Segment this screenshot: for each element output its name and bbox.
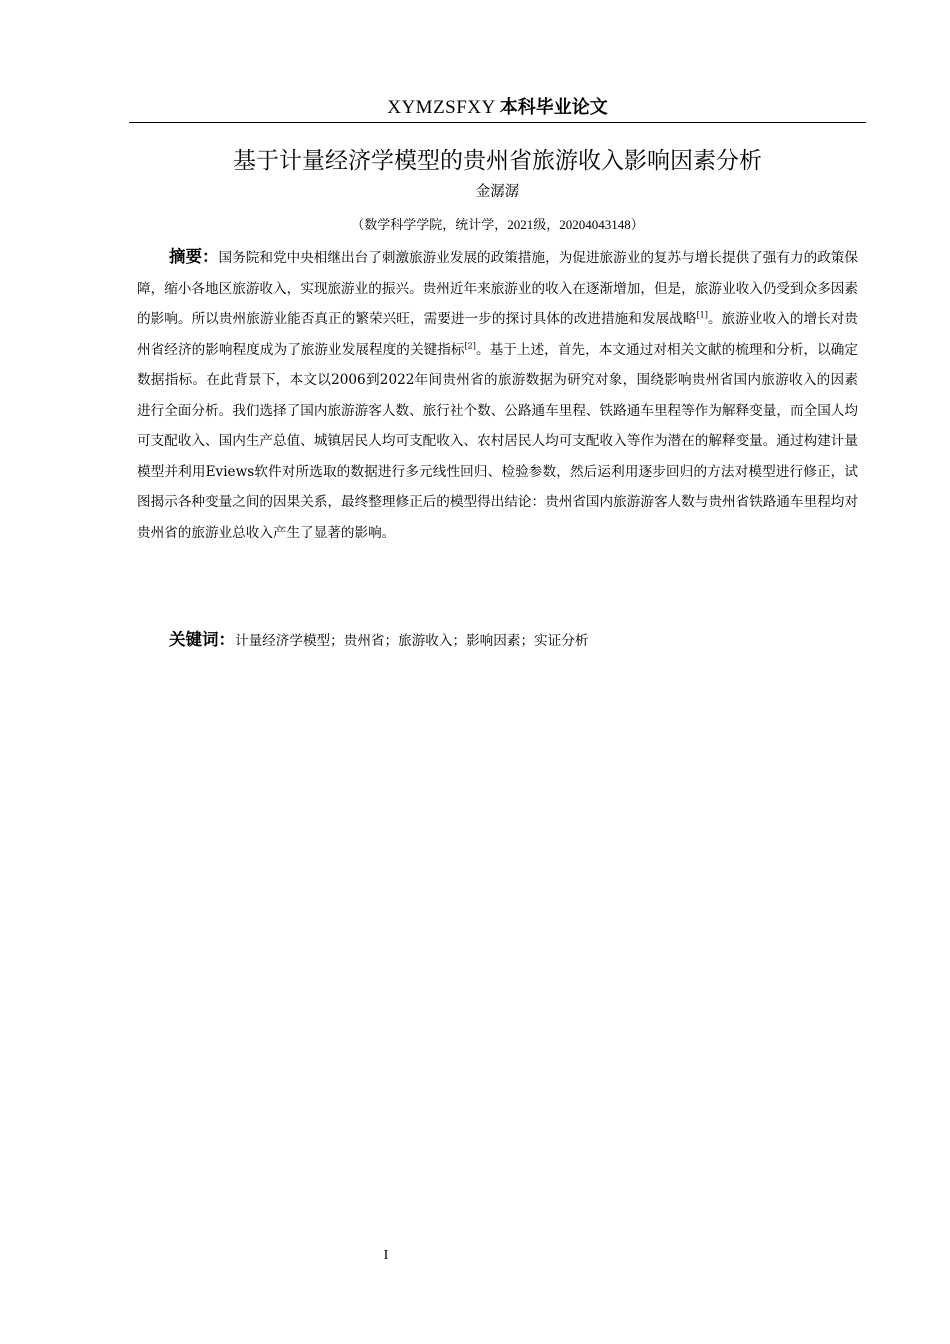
abstract-text-part1: 国务院和党中央相继出台了刺激旅游业发展的政策措施，为促进旅游业的复苏与增长提供了强有力的政策保障，缩小各地区旅游收入，实现旅游业的振兴。贵州近年来旅游业的收入在逐渐增加，但是，旅游业收入仍受到众多因素的影响。所以贵州旅游业能否真正的繁荣兴旺，需要进一步的探讨具体的改进措施和发展战略 [137,250,859,327]
citation-ref-1[interactable]: [1] [696,310,708,320]
abstract-text-part2: 。旅游业收入的增长对贵州省经济的影响程度成为了旅游业发展程度的关键指标 [137,311,859,358]
paper-title: 基于计量经济学模型的贵州省旅游收入影响因素分析 [233,148,762,174]
abstract-label: 摘要： [169,247,219,266]
author-affiliation: （数学科学学院，统计学，2021级，20204043148） [351,217,644,232]
keywords-line [169,625,859,656]
header-code: XYMZSFXY [387,97,496,118]
author-name: 金潺潺 [475,184,520,200]
abstract-text-part3: 。基于上述，首先，本文通过对相关文献的梳理和分析，以确定数据指标。在此背景下，本文以2006到2022年间贵州省的旅游数据为研究对象，围绕影响贵州省国内旅游收入的因素进行全面分析。我们选择了国内旅游游客人数、旅行社个数、公路通车里程、铁路通车里程等作为解释变量，而全国人均可支配收入、国内生产总值、城镇居民人均可支配收入、农村居民人均可支配收入等作为潜在的解释变量。通过构建计量模型并利用Eviews软件对所选取的数据进行多元线性回归、检验参数，然后运利用逐步回归的方法对模型进行修正，试图揭示各种变量之间的因果关系，最终整理修正后的模型得出结论：贵州省国内旅游游客人数与贵州省铁路通车里程均对贵州省的旅游业总收入产生了显著的影响。 [137,341,859,541]
running-header [129,92,866,123]
keywords-text: 计量经济学模型；贵州省；旅游收入；影响因素；实证分析 [235,633,589,649]
page-number: I [383,1248,389,1263]
citation-ref-2[interactable]: [2] [464,340,476,350]
keywords-label: 关键词： [169,630,235,649]
abstract-paragraph [137,242,858,548]
header-label: 本科毕业论文 [499,97,608,118]
